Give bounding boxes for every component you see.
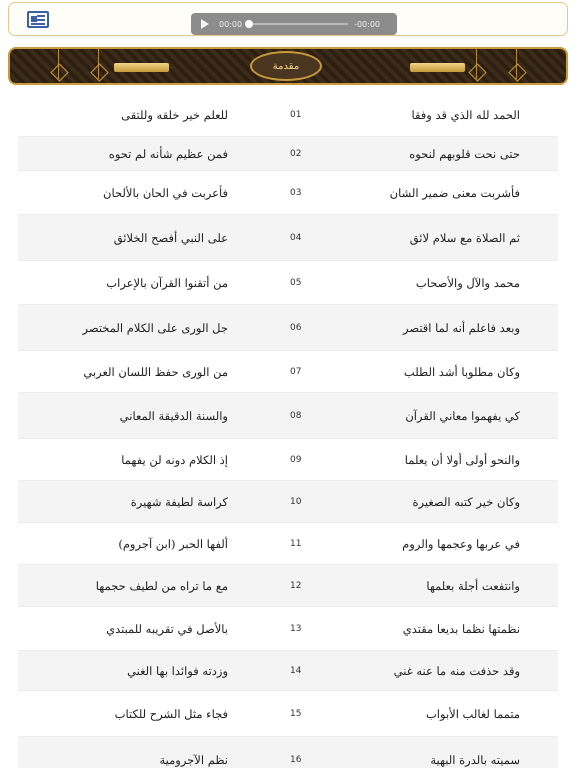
- verse-second-half: للعلم خير خلقه وللتقى: [121, 107, 228, 122]
- verse-second-half: على النبي أفصح الخلائق: [113, 230, 228, 245]
- verse-number: 16: [290, 754, 302, 765]
- seek-slider[interactable]: [248, 23, 348, 25]
- verse-number: 03: [290, 187, 302, 198]
- verse-first-half: وقد حذفت منه ما عنه غني: [393, 663, 520, 678]
- verse-list: [18, 93, 558, 768]
- verse-row[interactable]: [18, 261, 558, 305]
- verse-row[interactable]: [18, 737, 558, 768]
- verse-number: 14: [290, 665, 302, 676]
- seek-thumb[interactable]: [245, 20, 253, 28]
- verse-number: 01: [290, 109, 302, 120]
- verse-first-half: الحمد لله الذي قد وفقا: [411, 107, 520, 122]
- verse-number: 13: [290, 623, 302, 634]
- verse-row[interactable]: [18, 171, 558, 215]
- verse-row[interactable]: [18, 565, 558, 607]
- verse-first-half: وانتفعت أجلة بعلمها: [426, 578, 520, 593]
- verse-number: 07: [290, 366, 302, 377]
- verse-number: 12: [290, 580, 302, 591]
- verse-second-half: وزدته فوائدا بها الغني: [127, 663, 228, 678]
- verse-row[interactable]: [18, 351, 558, 393]
- verse-row[interactable]: [18, 523, 558, 565]
- verse-second-half: كراسة لطيفة شهيرة: [130, 494, 228, 509]
- lantern-icon: [98, 49, 108, 79]
- verse-row[interactable]: [18, 393, 558, 439]
- verse-first-half: حتى نحت قلوبهم لنحوه: [409, 146, 520, 161]
- verse-row[interactable]: [18, 137, 558, 171]
- lantern-icon: [58, 49, 68, 79]
- play-icon[interactable]: [201, 19, 209, 29]
- banner-ornament: [114, 63, 169, 72]
- verse-second-half: إذ الكلام دونه لن يفهما: [121, 452, 228, 467]
- verse-number: 09: [290, 454, 302, 465]
- verse-first-half: محمد والآل والأصحاب: [415, 275, 520, 290]
- verse-first-half: وكان مطلوبا أشد الطلب: [403, 364, 520, 379]
- top-toolbar: [8, 2, 568, 36]
- verse-second-half: فمن عظيم شأنه لم تحوه: [108, 146, 228, 161]
- verse-second-half: بالأصل في تقريبه للمبتدي: [106, 621, 228, 636]
- verse-number: 10: [290, 496, 302, 507]
- audio-player: [191, 13, 397, 35]
- verse-number: 02: [290, 148, 302, 159]
- verse-number: 11: [290, 538, 302, 549]
- verse-first-half: كي يفهموا معاني القرآن: [405, 408, 520, 423]
- current-time: 00:00: [219, 19, 243, 29]
- verse-row[interactable]: [18, 691, 558, 737]
- verse-first-half: والنحو أولى أولا أن يعلما: [404, 452, 520, 467]
- verse-row[interactable]: [18, 607, 558, 651]
- verse-row[interactable]: [18, 481, 558, 523]
- verse-number: 15: [290, 708, 302, 719]
- lantern-icon: [476, 49, 486, 79]
- verse-row[interactable]: [18, 305, 558, 351]
- verse-row[interactable]: [18, 215, 558, 261]
- verse-first-half: في عربها وعجمها والروم: [402, 536, 520, 551]
- verse-first-half: وبعد فاعلم أنه لما اقتصر: [403, 320, 520, 335]
- verse-second-half: والسنة الدقيقة المعاني: [119, 408, 228, 423]
- verse-row[interactable]: [18, 651, 558, 691]
- verse-number: 08: [290, 410, 302, 421]
- verse-row[interactable]: [18, 439, 558, 481]
- verse-first-half: وكان خير كتبه الصغيرة: [412, 494, 520, 509]
- verse-second-half: فجاء مثل الشرح للكتاب: [114, 706, 228, 721]
- verse-second-half: فأعربت في الحان بالألحان: [103, 185, 228, 200]
- verse-second-half: مع ما تراه من لطيف حجمها: [95, 578, 228, 593]
- verse-row[interactable]: [18, 93, 558, 137]
- verse-first-half: فأشربت معنى ضمير الشان: [389, 185, 520, 200]
- verse-first-half: سميته بالدرة البهية: [430, 752, 520, 767]
- chapter-title: مقدمة: [272, 60, 300, 72]
- verse-first-half: ثم الصلاة مع سلام لائق: [409, 230, 520, 245]
- banner-medallion: [250, 51, 322, 81]
- book-list-icon[interactable]: [27, 11, 49, 28]
- verse-first-half: نظمتها نظما بديعا مقتدي: [402, 621, 520, 636]
- lantern-icon: [516, 49, 526, 79]
- chapter-banner: [8, 47, 568, 85]
- verse-number: 04: [290, 232, 302, 243]
- verse-second-half: نظم الآجرومية: [159, 752, 228, 767]
- remaining-time: -00:00: [354, 19, 381, 29]
- verse-number: 06: [290, 322, 302, 333]
- verse-first-half: متمما لغالب الأبواب: [425, 706, 520, 721]
- banner-ornament: [410, 63, 465, 72]
- verse-second-half: ألفها الحبر (ابن آجروم): [118, 536, 228, 551]
- verse-second-half: من أتقنوا القرآن بالإعراب: [106, 275, 228, 290]
- verse-number: 05: [290, 277, 302, 288]
- verse-second-half: من الورى حفظ اللسان العربي: [83, 364, 228, 379]
- verse-second-half: جل الورى على الكلام المختصر: [82, 320, 228, 335]
